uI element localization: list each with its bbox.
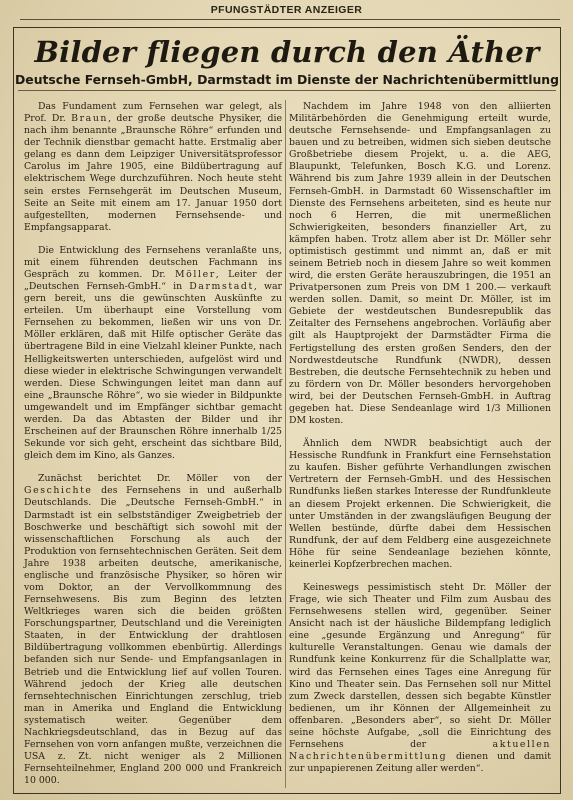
text-run: des Fernsehens in und außerhalb Deutschlands. Die „Deutsche Fernseh-GmbH.“ in Darmstadt ist ein selbstständiger Zweigbetrieb der Boschwerke und beschäftigt sich sowohl mit der wissenschaftlichen Forschung als auch der Produktion von fernsehtechnischen Geräten. Seit dem Jahre 1938 arbeiten deutsche, amerikanische, englische und französische Physiker, so hören wir vom Doktor, an der Vervollkommnung des Fernsehwesens. Bis zum Beginn des letzten Weltkrieges waren sich die beiden größten Forschungspartner, Deutschland und die Vereinigten Staaten, in der Entwicklung der drahtlosen Bildübertragung vollkommen ebenbürtig. Allerdings befanden sich nur Sende- und Empfangsanlagen in Betrieb und die Entwicklung lief auf vollen Touren. Während jedoch der Krieg alle deutschen fernsehtechnischen Einrichtungen zerschlug, trieb man in Amerika und England die Entwicklung systematisch weiter. Gegenüber dem Nachkriegsdeutschland, das in Bezug auf das Fernsehen von vorn anfangen mußte, verzeichnen die USA z. Zt. nicht weniger als 2 Millionen Fernsehteilnehmer, England 200 000 und Frankreich 10 000. bbox=[24, 485, 282, 787]
headline-rule bbox=[18, 90, 556, 91]
spaced-city: Darmstadt bbox=[189, 281, 254, 293]
column-divider bbox=[285, 100, 286, 788]
text-run: , der große deutsche Physiker, die nach ihm benannte „Braunsche Röhre“ erfunden und der Technik dienstbar gemacht hatte. Erstmalig aber gelang es dann dem Leipziger Universitätsprofessor Carolus im Jahre 1905, eine Bildübertragung auf elektrischem Wege durchzuführen. Noch heute steht sein erstes Fernsehgerät im Deutschen Museum, Seite an Seite mit einem am 17. Januar 1950 dort aufgestellten, modernen Fernsehsende- und Empfangsapparat. bbox=[24, 113, 282, 233]
headline: Bilder fliegen durch den Äther bbox=[34, 35, 540, 69]
text-run: , Leiter der „Deutschen Fernseh-GmbH.“ in bbox=[24, 269, 282, 293]
text-run: Zunächst berichtet Dr. Möller von der bbox=[38, 473, 282, 485]
paragraph bbox=[24, 245, 282, 462]
paragraph: Nachdem im Jahre 1948 von den alliierten Militärbehörden die Genehmigung erteilt wurde, deutsche Fernsehsende- und Empfangsanlagen zu bauen und zu betreiben, widmen sich sieben deutsche Großbetriebe diesem Projekt, u. a. die AEG, Blaupunkt, Telefunken, Bosch K.G. und Lorenz. Während bis zum Jahre 1939 allein in der Deutschen Fernseh-GmbH. in Darmstadt 60 Wissenschaftler im Dienste des Fernsehens arbeiteten, sind es heute nur noch 6 Herren, die mit unermeßlichen Schwierigkeiten, besonders finanzieller Art, zu kämpfen haben. Trotz allem aber ist Dr. Möller sehr optimistisch gestimmt und nimmt an, daß er mit seinem Betrieb noch in diesem Jahre so weit kommen wird, die ersten Geräte herauszubringen, die 1951 an Privatpersonen zum Preis von DM 1 200.— verkauft werden sollen. Damit, so meint Dr. Möller, ist im Gebiete der westdeutschen Bundesrepublik das Zeitalter des Fernsehens angebrochen. Vorläufig aber gilt als Hauptprojekt der Darmstädter Firma die Fertigstellung des ersten großen Senders, den der Nordwestdeutsche Rundfunk (NWDR), dessen Bestreben, die deutsche Fernsehtechnik zu heben und zu fördern von Dr. Möller besonders hervorgehoben wird, bei der Deutschen Fernseh-GmbH. in Auftrag gegeben hat. Diese Sendeanlage wird 1/3 Millionen DM kosten. bbox=[289, 101, 551, 427]
article-column-right bbox=[289, 101, 551, 775]
subheadline: Deutsche Fernseh-GmbH, Darmstadt im Dienste der Nachrichtenübermittlung bbox=[15, 72, 559, 87]
spaced-name: Braun bbox=[71, 113, 109, 125]
paragraph bbox=[24, 101, 282, 234]
paragraph bbox=[289, 582, 551, 775]
article-column-left bbox=[24, 101, 282, 787]
paragraph: Ähnlich dem NWDR beabsichtigt auch der Hessische Rundfunk in Frankfurt eine Fernsehstation zu kaufen. Bisher geführte Verhandlungen zwischen Vertretern der Fernseh-GmbH. und des Hessischen Rundfunks ließen starkes Interesse der Rundfunkleute an diesem Projekt erkennen. Die Schwierigkeit, die unter Umständen in der zwangsläufigen Beugung der Wellen bestünde, dürfte dabei dem Hessischen Rundfunk, der auf dem Feldberg eine ausgezeichnete Höhe für seine Sendeanlage beziehen könnte, keinerlei Kopfzerbrechen machen. bbox=[289, 438, 551, 570]
paragraph bbox=[24, 473, 282, 787]
masthead-rule bbox=[20, 19, 560, 20]
spaced-term: Geschichte bbox=[24, 485, 93, 497]
text-run: , war gern bereit, uns die gewünschten Auskünfte zu erteilen. Um überhaupt eine Vorstellung vom Fernsehen zu bekommen, ließen wir uns von Dr. Möller erklären, daß mit Hilfe optischer Geräte das übertragene Bild in eine Vielzahl kleiner Punkte, nach Helligkeitswerten unterschieden, aufgelöst wird und diese wieder in elektrische Schwingungen verwandelt werden. Diese Schwingungen leitet man dann auf eine „Braunsche Röhre“, wo sie wieder in Bildpunkte umgewandelt und im Empfänger sichtbar gemacht werden. Da das Abtasten der Bilder und ihr Erscheinen auf der Braunschen Röhre innerhalb 1/25 Sekunde vor sich geht, erscheint das sichtbare Bild, gleich dem im Kino, als Ganzes. bbox=[24, 281, 282, 462]
text-run: dienen und damit zur unpapierenen Zeitung aller werden“. bbox=[289, 751, 551, 775]
text-run: Das Fundament zum Fernsehen war gelegt, als Prof. Dr. bbox=[24, 101, 282, 125]
text-run: Die Entwicklung des Fernsehens veranlaßte uns, mit einem führenden deutschen Fachmann ins Gespräch zu kommen. Dr. bbox=[24, 244, 282, 281]
masthead: PFUNGSTÄDTER ANZEIGER bbox=[210, 4, 363, 16]
spaced-term: aktuellen Nachrichtenübermittlung bbox=[289, 738, 551, 763]
spaced-name: Möller bbox=[175, 269, 216, 281]
text-run: Keineswegs pessimistisch steht Dr. Möller der Frage, wie sich Theater und Film zum Ausbau des Fernsehwesens stellen wird, gegenüber. Seiner Ansicht nach ist der häusliche Bildempfang lediglich eine „gesunde Ergänzung und Anregung“ für kulturelle Veranstaltungen. Genau wie damals der Rundfunk keine Konkurrenz für die Schallplatte war, wird das Fernsehen eines Tages eine Anregung für Kino und Theater sein. Das Fernsehen soll nur Mittel zum Zweck darstellen, dessen sich begabte Künstler bedienen, um ihr Können der Allgemeinheit zu offenbaren. „Besonders aber“, so sieht Dr. Möller seine höchste Aufgabe, „soll die Einrichtung des Fernsehens der bbox=[289, 581, 551, 750]
